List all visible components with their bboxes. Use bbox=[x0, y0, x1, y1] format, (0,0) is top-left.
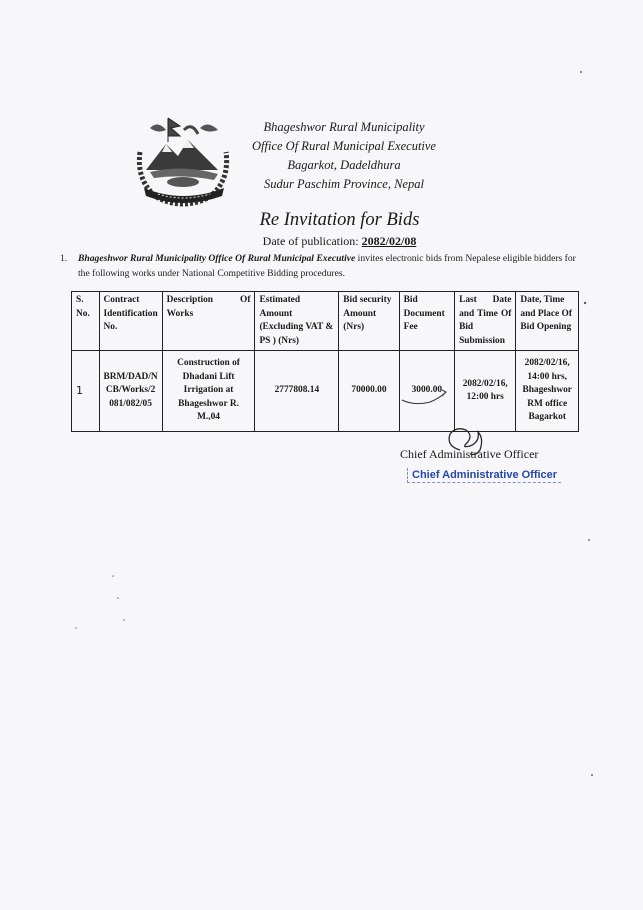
publication-date bbox=[18, 234, 643, 249]
table-row bbox=[72, 351, 579, 432]
municipality-name: Bhageshwor Rural Municipality bbox=[263, 120, 425, 134]
cell-opening: 2082/02/16, 14:00 hrs, Bhageshwor RM office Bagarkot bbox=[516, 351, 579, 432]
cell-last-date: 2082/02/16, 12:00 hrs bbox=[455, 351, 516, 432]
paragraph-number: 1. bbox=[60, 253, 68, 264]
ink-mark-icon bbox=[400, 386, 450, 410]
col-opening-header: Date, Time and Place Of Bid Opening bbox=[516, 292, 579, 351]
col-sn-header: S. No. bbox=[72, 292, 100, 351]
table-header-row bbox=[72, 292, 579, 351]
col-last-date-header: Last Date and Time Of Bid Submission bbox=[455, 292, 516, 351]
office-name: Office Of Rural Municipal Executive bbox=[252, 139, 436, 153]
col-estimated-header: Estimated Amount (Excluding VAT & PS ) (Nrs) bbox=[255, 292, 339, 351]
nepal-emblem-icon bbox=[128, 112, 238, 208]
col-description-header: Description Of Works bbox=[162, 292, 255, 351]
intro-org: Bhageshwor Rural Municipality Office Of Rural Municipal Executive bbox=[78, 253, 356, 264]
col-contract-header: Contract Identification No. bbox=[99, 292, 162, 351]
notice-title: Re Invitation for Bids bbox=[259, 210, 420, 230]
intro-paragraph bbox=[60, 251, 580, 281]
cell-estimated: 2777808.14 bbox=[255, 351, 339, 432]
col-security-header: Bid security Amount (Nrs) bbox=[339, 292, 399, 351]
bids-table bbox=[71, 291, 579, 432]
cell-description: Construction of Dhadani Lift Irrigation at Bhageshwor R. M.,04 bbox=[162, 351, 255, 432]
intro-text: invites electronic bids from Nepalese eligible bidders for the following works under National Competitive Bidding procedures. bbox=[78, 253, 576, 279]
cell-contract: BRM/DAD/NCB/Works/2081/082/05 bbox=[99, 351, 162, 432]
cell-security: 70000.00 bbox=[339, 351, 399, 432]
province-name: Sudur Paschim Province, Nepal bbox=[264, 177, 424, 191]
office-address: Bagarkot, Dadeldhura bbox=[287, 158, 401, 172]
cell-sn: 1 bbox=[72, 351, 100, 432]
signatory-title: Chief Administrative Officer bbox=[400, 447, 539, 461]
col-fee-header: Bid Document Fee bbox=[399, 292, 454, 351]
publication-label: Date of publication: bbox=[262, 234, 362, 248]
municipality-header bbox=[244, 118, 444, 194]
official-stamp: Chief Administrative Officer bbox=[407, 468, 561, 483]
publication-date-value: 2082/02/08 bbox=[361, 234, 417, 248]
cell-fee: 3000.00 bbox=[399, 351, 454, 432]
